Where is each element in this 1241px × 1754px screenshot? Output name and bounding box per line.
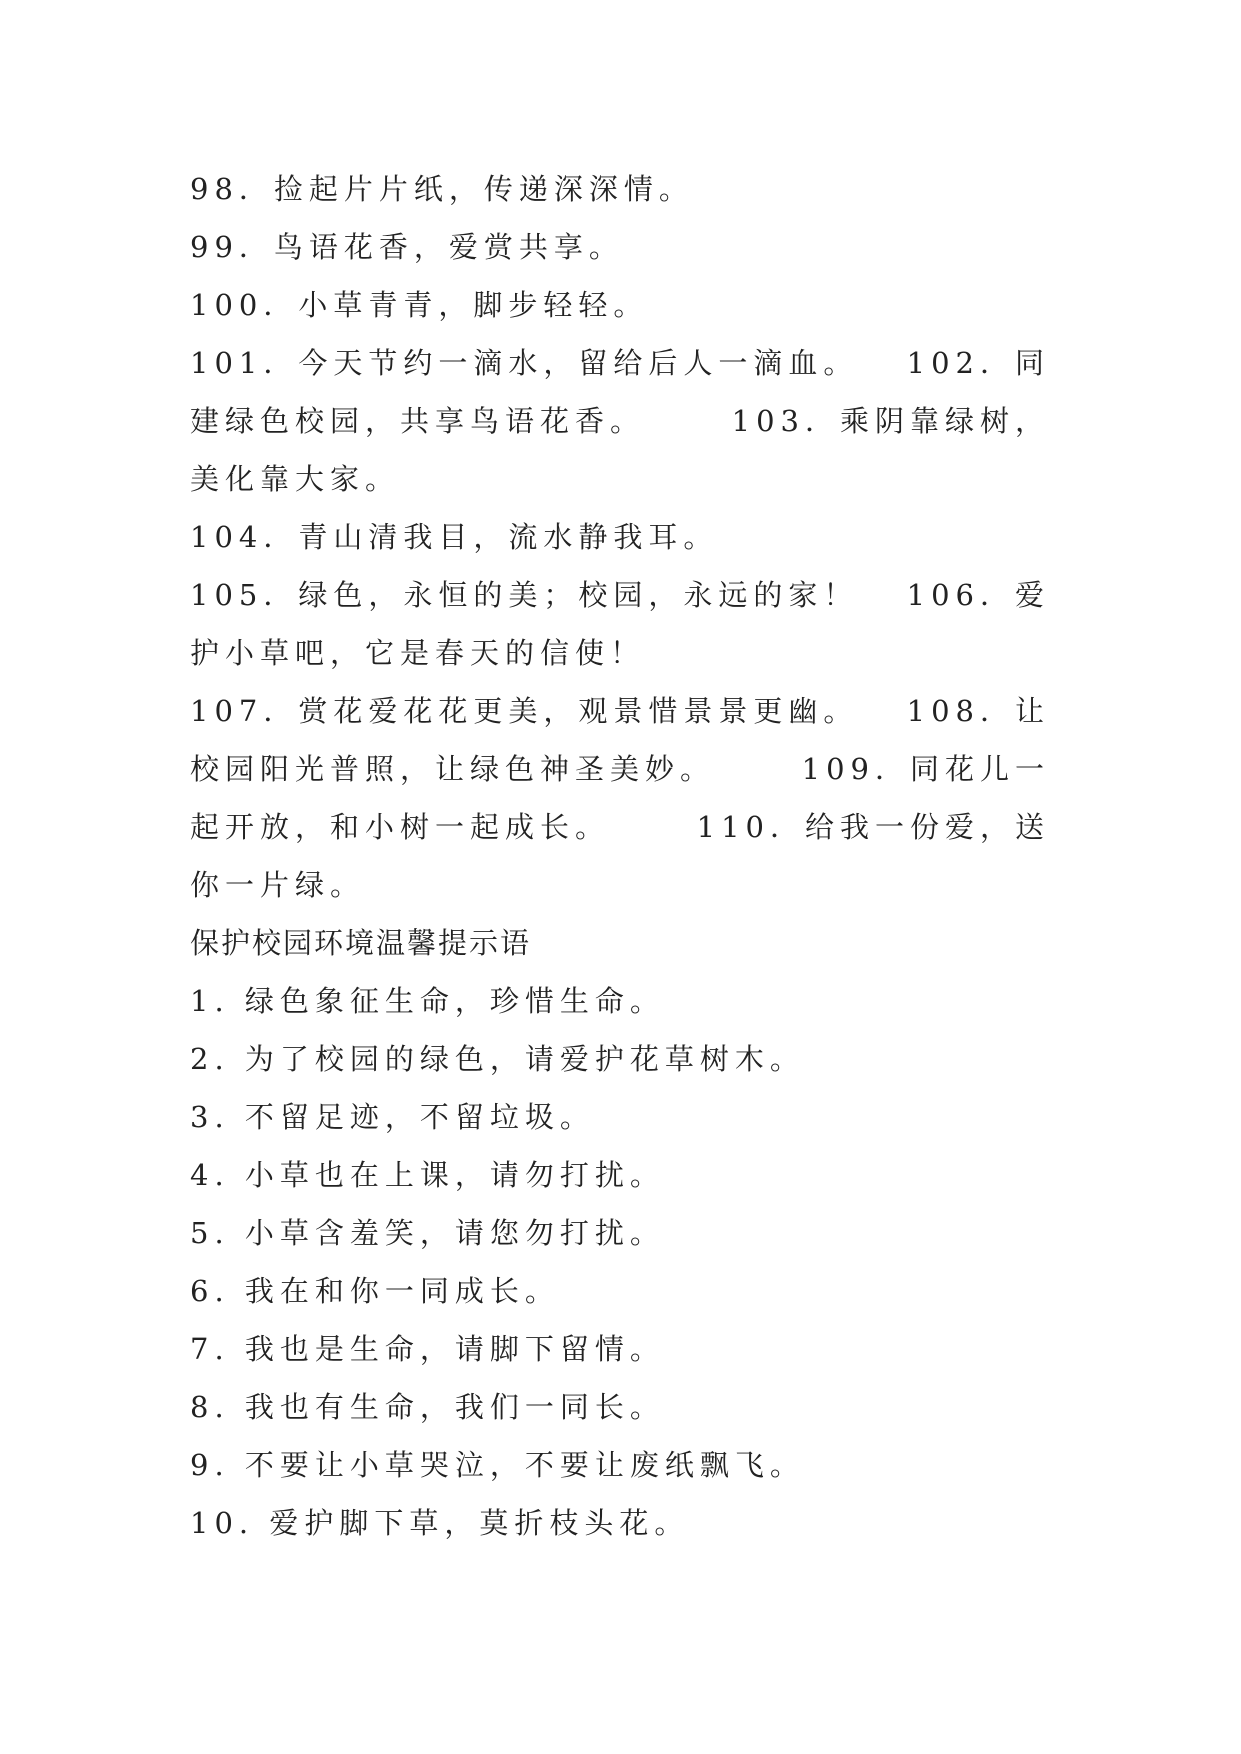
line-text-right: 110．给我一份爱，送: [696, 810, 1050, 844]
text-line: [190, 160, 1050, 218]
text-line: [190, 508, 1050, 566]
line-text: 98．捡起片片纸，传递深深情。: [190, 172, 694, 206]
document-body: [190, 160, 1050, 1552]
line-text: 9. 不要让小草哭泣，不要让废纸飘飞。: [190, 1448, 805, 1482]
line-text: 99．鸟语花香，爱赏共享。: [190, 230, 624, 264]
tip-item: [190, 972, 1050, 1030]
line-text: 10. 爱护脚下草，莫折枝头花。: [190, 1506, 690, 1540]
line-text-right: 109．同花儿一: [801, 752, 1050, 786]
line-text: 1. 绿色象征生命，珍惜生命。: [190, 984, 665, 1018]
line-text-right: 103．乘阴靠绿树，: [731, 404, 1050, 438]
text-line: [190, 218, 1050, 276]
line-text: 5. 小草含羞笑，请您勿打扰。: [190, 1216, 665, 1250]
line-text-left: 105．绿色，永恒的美；校园，永远的家！: [190, 578, 859, 612]
text-line: [190, 334, 1050, 392]
text-line: [190, 856, 1050, 914]
line-text: 你一片绿。: [190, 868, 366, 902]
line-text: 8. 我也有生命，我们一同长。: [190, 1390, 665, 1424]
text-line: [190, 624, 1050, 682]
tip-item: [190, 1436, 1050, 1494]
line-text-left: 校园阳光普照，让绿色神圣美妙。: [190, 752, 716, 786]
line-text: 3. 不留足迹，不留垃圾。: [190, 1100, 595, 1134]
text-line: [190, 566, 1050, 624]
text-line: [190, 798, 1050, 856]
line-text: 4. 小草也在上课，请勿打扰。: [190, 1158, 665, 1192]
line-text-left: 起开放，和小树一起成长。: [190, 810, 611, 844]
line-text: 2. 为了校园的绿色，请爱护花草树木。: [190, 1042, 805, 1076]
tip-item: [190, 1030, 1050, 1088]
line-text-right: 102．同: [906, 346, 1050, 380]
tip-item: [190, 1088, 1050, 1146]
line-text: 6. 我在和你一同成长。: [190, 1274, 560, 1308]
line-text: 104．青山清我目，流水静我耳。: [190, 520, 719, 554]
text-line: [190, 450, 1050, 508]
line-text: 美化靠大家。: [190, 462, 401, 496]
text-line: [190, 276, 1050, 334]
text-line: [190, 740, 1050, 798]
tip-item: [190, 1262, 1050, 1320]
tip-item: [190, 1378, 1050, 1436]
line-text-left: 建绿色校园，共享鸟语花香。: [190, 404, 646, 438]
text-line: [190, 392, 1050, 450]
section-heading: [190, 914, 1050, 972]
text-line: [190, 682, 1050, 740]
line-text-right: 108．让: [906, 694, 1050, 728]
tip-item: [190, 1146, 1050, 1204]
tip-item: [190, 1494, 1050, 1552]
line-text: 7. 我也是生命，请脚下留情。: [190, 1332, 665, 1366]
line-text-left: 101．今天节约一滴水，留给后人一滴血。: [190, 346, 859, 380]
line-text-right: 106．爱: [906, 578, 1050, 612]
heading-text: 保护校园环境温馨提示语: [190, 926, 532, 960]
line-text: 100．小草青青，脚步轻轻。: [190, 288, 649, 322]
tip-item: [190, 1204, 1050, 1262]
tip-item: [190, 1320, 1050, 1378]
line-text-left: 107．赏花爱花花更美，观景惜景景更幽。: [190, 694, 859, 728]
line-text: 护小草吧，它是春天的信使！: [190, 636, 646, 670]
